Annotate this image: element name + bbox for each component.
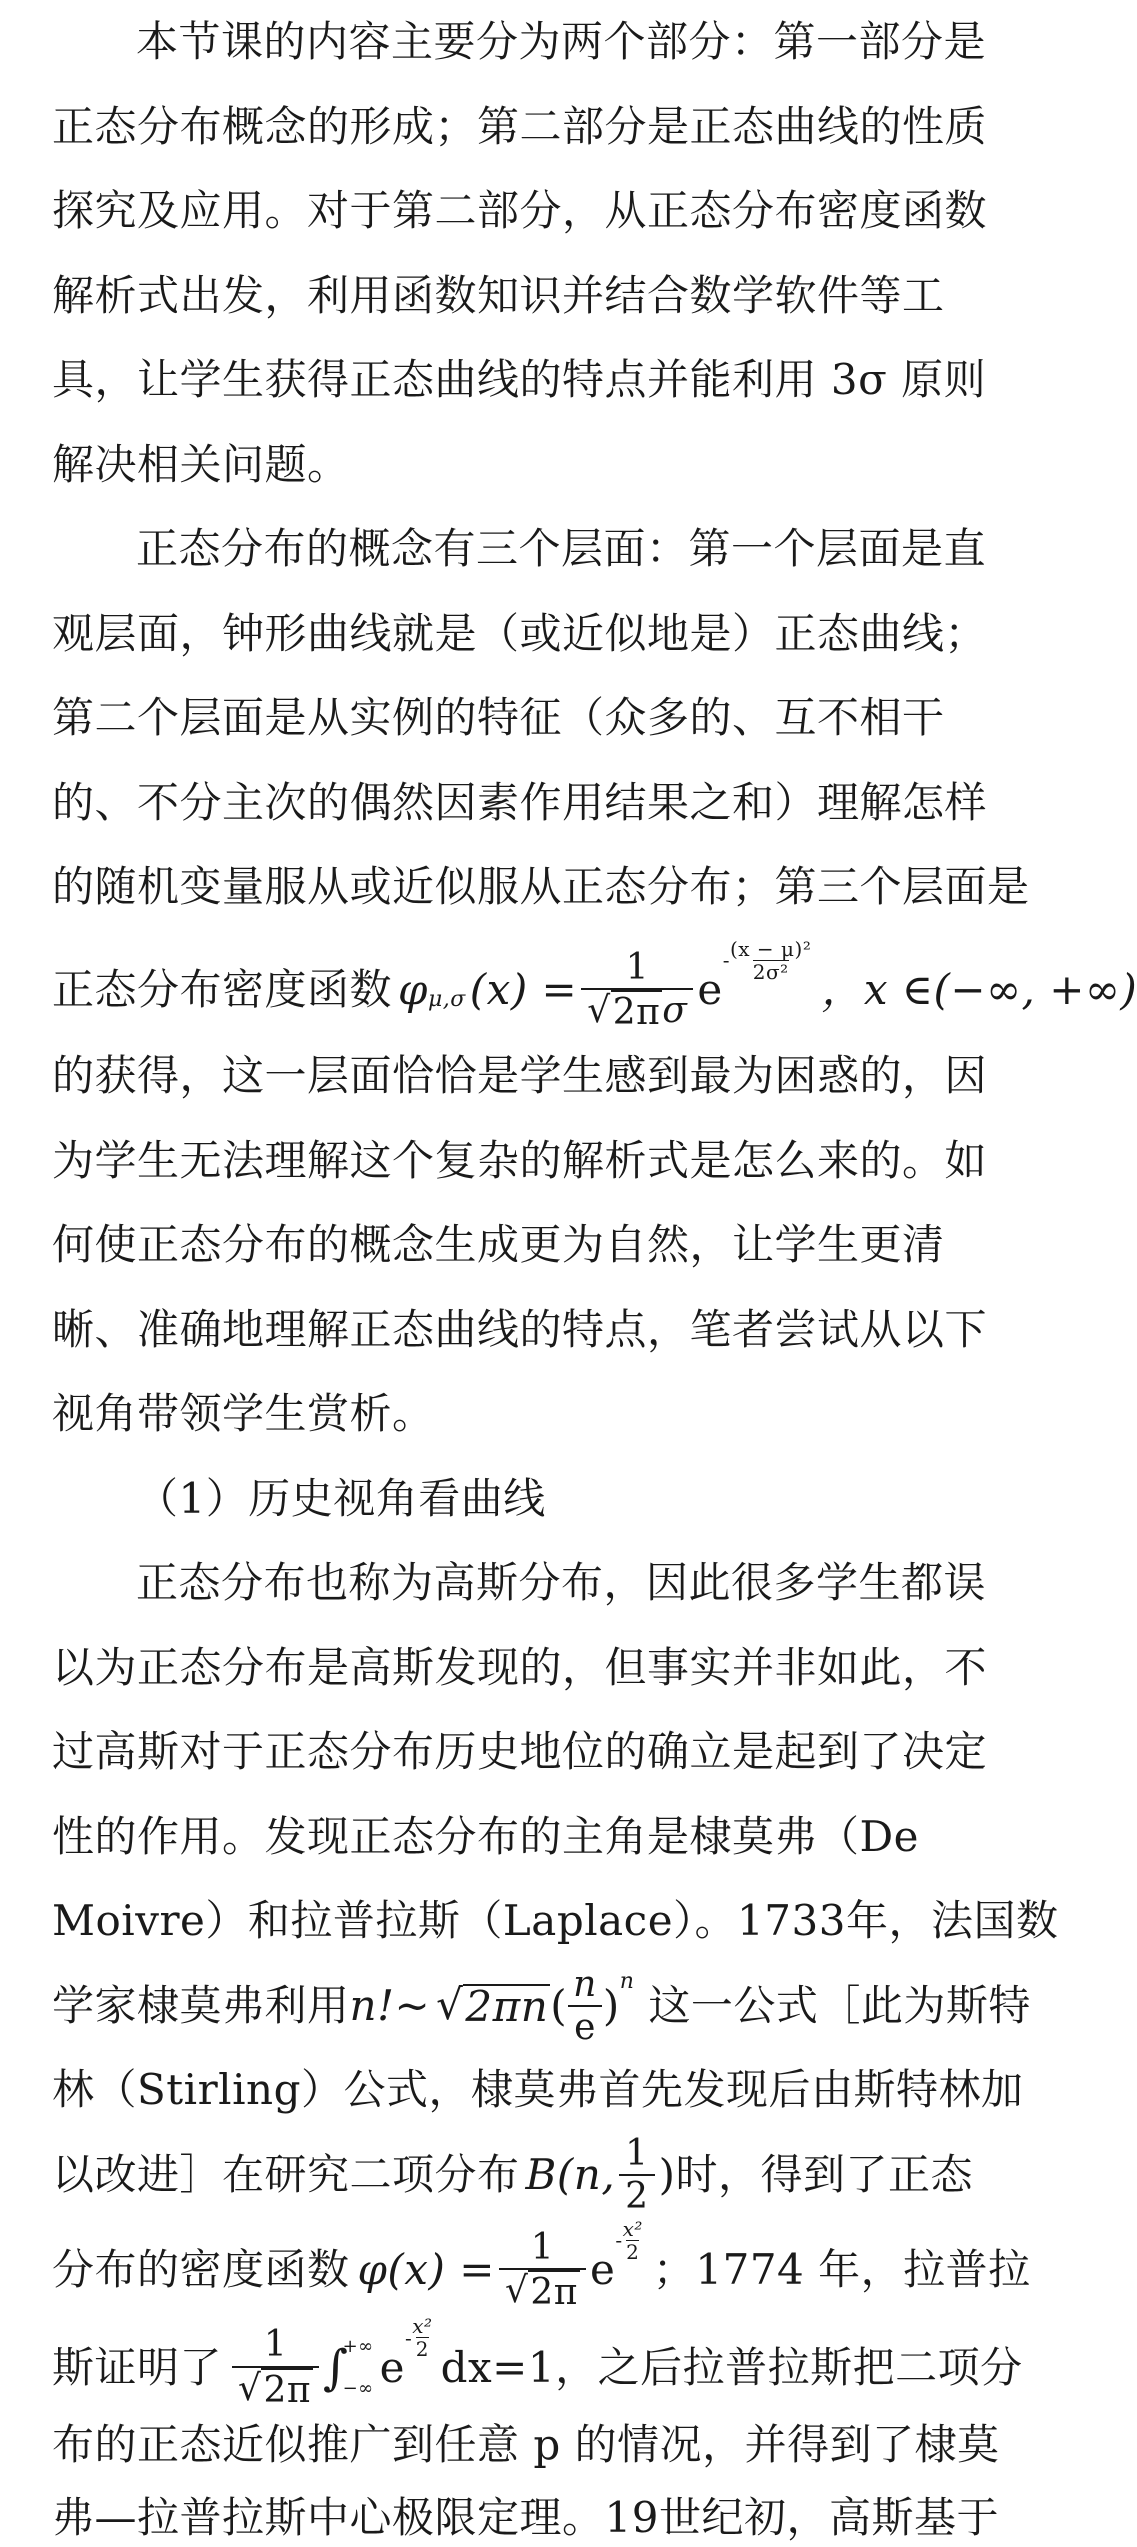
normal-density-formula-line bbox=[52, 936, 1137, 1040]
std-density-e: e bbox=[589, 2245, 616, 2294]
p2-after-line-5: 视角带领学生赏析。 bbox=[52, 1389, 435, 1438]
phi-subscript: μ,σ bbox=[427, 987, 466, 1012]
integral-exp-den: 2 bbox=[415, 2337, 430, 2361]
density-denominator bbox=[581, 988, 693, 1033]
integral-sign-group bbox=[323, 2335, 374, 2400]
p2-after-line-1: 的获得，这一层面恰恰是学生感到最为困惑的，因 bbox=[52, 1051, 988, 1100]
binomial-line bbox=[52, 2132, 1012, 2217]
std-density-sqrt bbox=[505, 2270, 580, 2313]
std-density-den bbox=[499, 2268, 586, 2313]
std-exp-num: x² bbox=[622, 2216, 643, 2241]
stirling-suffix: 这一公式［此为斯特 bbox=[648, 1981, 1031, 2030]
p1-line-4: 解析式出发，利用函数知识并结合数学软件等工 bbox=[52, 271, 945, 320]
integral-lower-limit: −∞ bbox=[342, 2377, 374, 2399]
sqrt-body: 2π bbox=[612, 992, 661, 1033]
density-numerator: 1 bbox=[625, 946, 649, 988]
stirling-prefix: 学家棣莫弗利用 bbox=[52, 1981, 350, 2030]
p2-line-4: 的、不分主次的偶然因素作用结果之和）理解怎样 bbox=[52, 778, 988, 827]
density-phi: φ(x) = bbox=[357, 2245, 495, 2294]
integral-e: e bbox=[379, 2342, 405, 2392]
std-density-fraction bbox=[499, 2227, 586, 2314]
binomial-frac-den: 2 bbox=[619, 2174, 654, 2217]
stirling-sqrt bbox=[436, 1980, 550, 2031]
sqrt-expression bbox=[587, 990, 662, 1033]
std-density-exponent: - $\frac{\text{x²}}{2}$ bbox=[615, 2216, 643, 2264]
p2-line-1: 正态分布的概念有三个层面：第一个层面是直 bbox=[136, 524, 987, 573]
integral-sign-icon: ∫ bbox=[323, 2339, 349, 2396]
p1-line-5: 具，让学生获得正态曲线的特点并能利用 3σ 原则 bbox=[52, 355, 987, 404]
exponent-fraction bbox=[730, 938, 811, 983]
exponent bbox=[723, 938, 812, 983]
exponent-denominator: 2σ² bbox=[752, 959, 789, 984]
p2-after-line-3: 何使正态分布的概念生成更为自然，让学生更清 bbox=[52, 1220, 945, 1269]
density-fraction bbox=[581, 947, 693, 1034]
p3-line-5: Moivre）和拉普拉斯（Laplace）。1733年，法国数 bbox=[52, 1896, 1059, 1945]
p1-line-3: 探究及应用。对于第二部分，从正态分布密度函数 bbox=[52, 186, 988, 235]
p3-line-1: 正态分布也称为高斯分布，因此很多学生都误 bbox=[136, 1558, 987, 1607]
radical-sign-icon: √ bbox=[436, 1980, 464, 2029]
density-prefix: 分布的密度函数 bbox=[52, 2245, 350, 2294]
exponent-numerator: (x − μ)² bbox=[729, 936, 812, 961]
p3-final-line-1: 布的正态近似推广到任意 p 的情况，并得到了棣莫 bbox=[52, 2420, 1000, 2469]
std-exp-den: 2 bbox=[626, 2239, 640, 2264]
formula-domain: ，x ∈(−∞, +∞) bbox=[821, 965, 1137, 1014]
p2-after-line-4: 晰、准确地理解正态曲线的特点，笔者尝试从以下 bbox=[52, 1305, 988, 1354]
phi-symbol: φ bbox=[398, 965, 428, 1014]
stirling-frac-den: e bbox=[568, 2005, 602, 2048]
integral-dx: dx=1 bbox=[440, 2342, 556, 2392]
exponent-sign: - bbox=[722, 948, 730, 972]
p2-line-2: 观层面，钟形曲线就是（或近似地是）正态曲线； bbox=[52, 609, 988, 658]
binomial-prefix: 以改进］在研究二项分布 bbox=[52, 2150, 520, 2199]
p2-line-3: 第二个层面是从实例的特征（众多的、互不相干 bbox=[52, 693, 945, 742]
n-factorial: n!~ bbox=[349, 1981, 431, 2030]
section-heading: （1）历史视角看曲线 bbox=[136, 1474, 546, 1523]
binomial-suffix: )时，得到了正态 bbox=[658, 2150, 973, 2199]
stirling-power: n bbox=[619, 1969, 635, 1994]
binomial-fraction bbox=[619, 2133, 654, 2218]
binomial-frac-num: 1 bbox=[625, 2132, 649, 2174]
exp-base: e bbox=[697, 965, 723, 1014]
radical-sign-icon: √ bbox=[587, 990, 611, 1031]
p1-line-1: 本节课的内容主要分为两个部分：第一部分是 bbox=[136, 17, 987, 66]
stirling-frac-num: n bbox=[573, 1963, 597, 2005]
p3-final-line-2: 弗—拉普拉斯中心极限定理。19世纪初，高斯基于 bbox=[52, 2493, 999, 2542]
binomial-B: B(n, bbox=[525, 2150, 616, 2199]
stirling-sqrt-body: 2πn bbox=[465, 1982, 549, 2031]
radical-sign-icon: √ bbox=[504, 2270, 529, 2311]
radical-sign-icon: √ bbox=[238, 2367, 262, 2409]
standard-density-line bbox=[52, 2216, 1031, 2315]
integral-line bbox=[52, 2314, 1023, 2415]
denominator-sigma: σ bbox=[662, 990, 688, 1031]
integral-fraction bbox=[232, 2324, 319, 2411]
std-density-sqrt-body: 2π bbox=[530, 2272, 578, 2313]
density-suffix: ；1774 年，拉普拉 bbox=[652, 2245, 1031, 2294]
p2-line-5: 的随机变量服从或近似服从正态分布；第三个层面是 bbox=[52, 862, 1030, 911]
std-density-num: 1 bbox=[530, 2226, 555, 2268]
p2-after-line-2: 为学生无法理解这个复杂的解析式是怎么来的。如 bbox=[52, 1136, 988, 1185]
stirling-fraction bbox=[567, 1964, 603, 2049]
integral-sqrt-body: 2π bbox=[263, 2369, 312, 2411]
integral-prefix: 斯证明了 bbox=[52, 2342, 223, 2392]
integral-exp-num: x² bbox=[412, 2314, 433, 2338]
p3-line-2: 以为正态分布是高斯发现的，但事实并非如此，不 bbox=[52, 1643, 988, 1692]
p3-line-after-stirling: 林（Stirling）公式，棣莫弗首先发现后由斯特林加 bbox=[52, 2065, 1024, 2114]
p3-line-3: 过高斯对于正态分布历史地位的确立是起到了决定 bbox=[52, 1727, 988, 1776]
formula-prefix: 正态分布密度函数 bbox=[52, 965, 393, 1014]
integral-suffix: ，之后拉普拉斯把二项分 bbox=[555, 2342, 1023, 2392]
stirling-formula-line: 学家棣莫弗利用 n!~ √ 2πn ( $\frac{n}{e}$ ) n 这一公式［此为斯特 bbox=[52, 1963, 1031, 2048]
integral-upper-limit: +∞ bbox=[342, 2336, 374, 2358]
p3-line-4: 性的作用。发现正态分布的主角是棣莫弗（De bbox=[52, 1812, 920, 1861]
integral-frac-num: 1 bbox=[263, 2324, 288, 2366]
p1-line-2: 正态分布概念的形成；第二部分是正态曲线的性质 bbox=[52, 102, 988, 151]
phi-argument: (x) = bbox=[469, 965, 578, 1014]
p1-line-6: 解决相关问题。 bbox=[52, 440, 350, 489]
integral-exponent: - $\frac{\text{x²}}{2}$ bbox=[405, 2314, 433, 2361]
